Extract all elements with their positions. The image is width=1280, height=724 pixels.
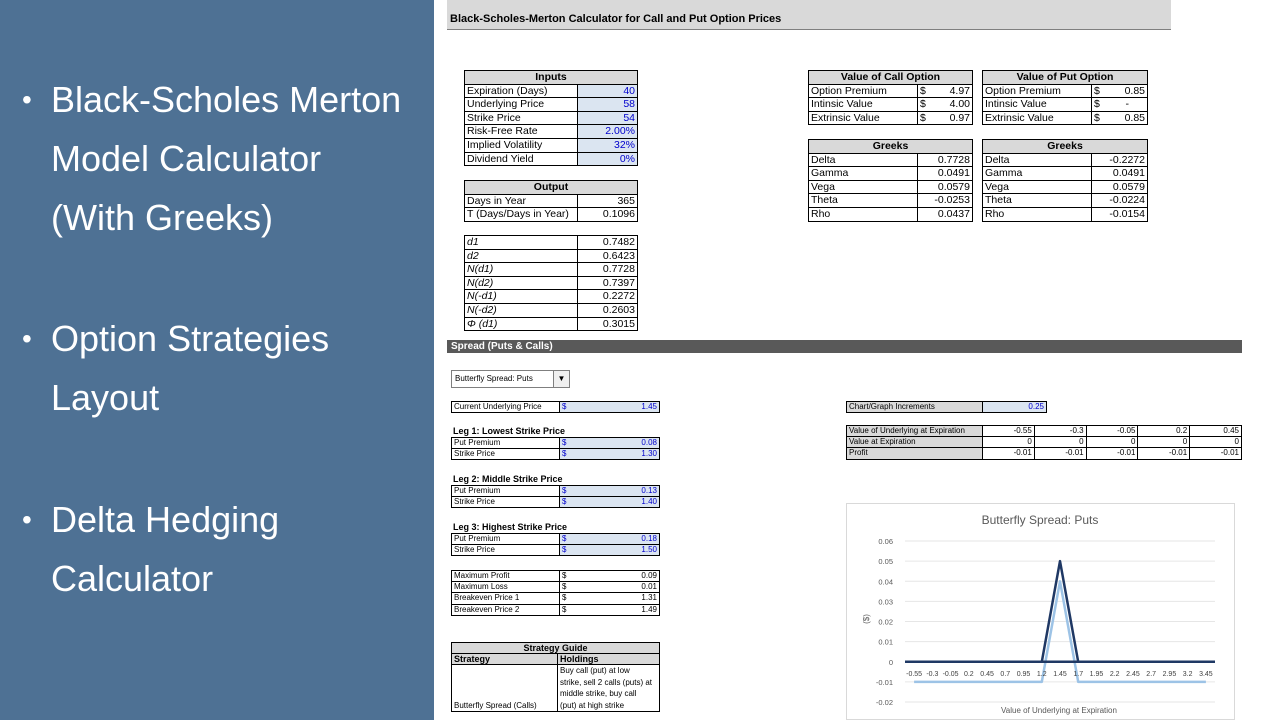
strategy-col-header: Strategy <box>452 654 558 665</box>
put-label: Extrinsic Value <box>983 111 1092 125</box>
table-row-label: Profit <box>847 448 983 459</box>
holdings-line: Buy call (put) at low <box>560 666 630 676</box>
increments-field[interactable]: 0.25 <box>983 402 1047 413</box>
y-tick-label: 0.01 <box>878 637 893 647</box>
leg-label: Put Premium <box>452 534 560 545</box>
call-label: Intinsic Value <box>809 98 918 112</box>
currency-sign: $ <box>918 98 933 112</box>
currency-sign: $ <box>560 582 575 593</box>
x-tick-label: 1.95 <box>1089 670 1104 678</box>
greek-value: 0.0491 <box>1092 167 1148 181</box>
current-price-table <box>451 401 660 413</box>
leg3-title: Leg 3: Highest Strike Price <box>453 522 568 532</box>
holdings-line: (put) at high strike <box>560 700 625 710</box>
call-label: Option Premium <box>809 84 918 98</box>
leg3-premium-field[interactable]: 0.18 <box>574 534 660 545</box>
input-label: Underlying Price <box>465 98 578 112</box>
output-value: 0.1096 <box>578 208 638 222</box>
currency-sign: $ <box>918 111 933 125</box>
leg1-premium-field[interactable]: 0.08 <box>574 438 660 449</box>
strategy-guide-header: Strategy Guide <box>452 643 660 654</box>
y-tick-label: -0.02 <box>875 698 893 707</box>
put-greeks-header: Greeks <box>983 140 1148 154</box>
calc-label: N(d2) <box>465 276 578 290</box>
table-row-label: Value of Underlying at Expiration <box>847 426 983 437</box>
put-value: 0.85 <box>1106 111 1148 125</box>
bullet-text: (With Greeks) <box>51 197 274 238</box>
calc-value: 0.7397 <box>578 276 638 290</box>
call-value: 4.97 <box>932 84 973 98</box>
calc-label: Φ (d1) <box>465 317 578 331</box>
increments-label: Chart/Graph Increments <box>847 402 983 413</box>
holdings-col-header: Holdings <box>558 654 660 665</box>
input-label: Risk-Free Rate <box>465 125 578 139</box>
calc-table <box>464 235 638 331</box>
table-cell: -0.05 <box>1086 426 1138 437</box>
currency-sign: $ <box>918 84 933 98</box>
table-cell: -0.01 <box>983 448 1035 459</box>
summary-value: 0.01 <box>574 582 660 593</box>
summary-value: 0.09 <box>574 571 660 582</box>
leg-label: Strike Price <box>452 449 560 460</box>
y-tick-label: 0.03 <box>878 597 893 607</box>
output-label: Days in Year <box>465 194 578 208</box>
x-tick-label: -0.55 <box>906 670 923 678</box>
call-value-header: Value of Call Option <box>809 71 973 85</box>
greek-label: Rho <box>983 207 1092 221</box>
greek-label: Vega <box>809 180 918 194</box>
leg1-strike-field[interactable]: 1.30 <box>574 449 660 460</box>
leg2-title: Leg 2: Middle Strike Price <box>453 474 563 484</box>
bullet-text: Model Calculator <box>51 138 322 179</box>
put-value-header: Value of Put Option <box>983 71 1148 85</box>
input-label: Dividend Yield <box>465 152 578 166</box>
holdings-line: strike, sell 2 calls (puts) at <box>560 677 653 687</box>
inputs-table <box>464 70 638 166</box>
call-value: 0.97 <box>932 111 973 125</box>
increments-table <box>846 401 1047 413</box>
bullet-text: Calculator <box>51 558 214 599</box>
x-tick-label: 0.45 <box>980 670 994 678</box>
calc-value: 0.2272 <box>578 290 638 304</box>
x-tick-label: 1.2 <box>1036 670 1047 678</box>
x-tick-label: 2.7 <box>1146 670 1157 678</box>
call-value-table <box>808 70 973 125</box>
greek-label: Theta <box>983 194 1092 208</box>
summary-label: Maximum Loss <box>452 582 560 593</box>
input-label: Expiration (Days) <box>465 84 578 98</box>
table-cell: 0.2 <box>1138 426 1190 437</box>
leg3-strike-field[interactable]: 1.50 <box>574 545 660 556</box>
chart-area <box>846 503 1235 720</box>
holdings-line: middle strike, buy call <box>560 689 637 699</box>
greek-label: Gamma <box>809 167 918 181</box>
table-cell: -0.01 <box>1086 448 1138 459</box>
greek-label: Vega <box>983 180 1092 194</box>
calc-label: d2 <box>465 249 578 263</box>
bullet-dot: • <box>22 84 32 115</box>
summary-label: Breakeven Price 1 <box>452 593 560 604</box>
greek-value: 0.0491 <box>918 167 973 181</box>
calc-label: N(-d2) <box>465 303 578 317</box>
currency-sign: $ <box>560 402 575 413</box>
x-tick-label: 3.2 <box>1182 670 1193 678</box>
butterfly-chart <box>847 504 1234 719</box>
x-tick-label: 0.95 <box>1016 670 1031 678</box>
call-label: Extrinsic Value <box>809 111 918 125</box>
call-value: 4.00 <box>932 98 973 112</box>
leg1-title: Leg 1: Lowest Strike Price <box>453 426 566 436</box>
input-label: Implied Volatility <box>465 138 578 152</box>
table-cell: 0 <box>1190 437 1242 448</box>
inputs-header: Inputs <box>465 71 638 85</box>
x-tick-label: 2.95 <box>1162 670 1177 678</box>
calc-value: 0.2603 <box>578 303 638 317</box>
call-greeks-header: Greeks <box>809 140 973 154</box>
y-tick-label: 0.05 <box>878 557 893 567</box>
output-table <box>464 180 638 222</box>
x-tick-label: 1.45 <box>1053 670 1067 678</box>
greek-label: Delta <box>983 153 1092 167</box>
leg-label: Strike Price <box>452 497 560 508</box>
call-greeks-table <box>808 139 973 222</box>
currency-sign: $ <box>560 534 575 545</box>
calc-label: d1 <box>465 236 578 250</box>
greek-value: -0.0253 <box>918 194 973 208</box>
y-tick-label: 0.04 <box>878 577 893 587</box>
calc-value: 0.7728 <box>578 263 638 277</box>
currency-sign: $ <box>1092 84 1107 98</box>
underlying-price-field[interactable]: 58 <box>578 98 638 112</box>
bullet-dot: • <box>22 504 32 535</box>
greek-value: -0.2272 <box>1092 153 1148 167</box>
strike-price-field[interactable]: 54 <box>578 111 638 125</box>
table-row-label: Value at Expiration <box>847 437 983 448</box>
x-tick-label: 2.45 <box>1126 670 1140 678</box>
bullet-text: Layout <box>51 377 160 418</box>
strategy-guide-table <box>451 642 660 712</box>
sheet-title: Black-Scholes-Merton Calculator for Call and Put Option Prices <box>450 13 782 25</box>
currency-sign: $ <box>560 486 575 497</box>
put-value: - <box>1106 98 1148 112</box>
x-tick-label: 2.2 <box>1109 670 1120 678</box>
y-tick-label: 0.02 <box>878 617 893 627</box>
greek-label: Rho <box>809 207 918 221</box>
currency-sign: $ <box>560 438 575 449</box>
greek-label: Theta <box>809 194 918 208</box>
x-tick-label: -0.05 <box>942 670 959 678</box>
dividend-yield-field[interactable]: 0% <box>578 152 638 166</box>
x-tick-label: 0.7 <box>1000 670 1011 678</box>
spread-section-bar <box>447 340 1242 353</box>
table-cell: 0 <box>983 437 1035 448</box>
calc-value: 0.6423 <box>578 249 638 263</box>
sheet-title-bar <box>447 0 1171 30</box>
leg1-table <box>451 437 660 460</box>
leg2-strike-field[interactable]: 1.40 <box>574 497 660 508</box>
y-tick-label: -0.01 <box>875 677 893 687</box>
greek-value: 0.0579 <box>918 180 973 194</box>
x-tick-label: -0.3 <box>926 670 939 678</box>
series-line-value-at-expiration <box>914 561 1206 662</box>
currency-sign: $ <box>560 604 575 615</box>
implied-volatility-field[interactable]: 32% <box>578 138 638 152</box>
y-tick-label: 0.06 <box>878 537 893 546</box>
greek-value: 0.0437 <box>918 207 973 221</box>
calc-label: N(-d1) <box>465 290 578 304</box>
currency-sign: $ <box>1092 98 1107 112</box>
current-price-field[interactable]: 1.45 <box>574 402 660 413</box>
summary-label: Maximum Profit <box>452 571 560 582</box>
leg2-premium-field[interactable]: 0.13 <box>574 486 660 497</box>
put-value: 0.85 <box>1106 84 1148 98</box>
input-label: Strike Price <box>465 111 578 125</box>
leg-label: Put Premium <box>452 486 560 497</box>
summary-value: 1.31 <box>574 593 660 604</box>
table-cell: 0 <box>1138 437 1190 448</box>
summary-label: Breakeven Price 2 <box>452 604 560 615</box>
put-greeks-table <box>982 139 1148 222</box>
y-tick-label: 0 <box>888 657 893 667</box>
spread-section-title: Spread (Puts & Calls) <box>451 341 553 352</box>
leg-label: Put Premium <box>452 438 560 449</box>
expiration-table <box>846 425 1242 460</box>
table-cell: 0.45 <box>1190 426 1242 437</box>
currency-sign: $ <box>560 571 575 582</box>
currency-sign: $ <box>560 449 575 460</box>
series-line-profit <box>914 581 1206 682</box>
slide-bullet-panel <box>0 0 434 720</box>
strategy-name: Butterfly Spread (Calls) <box>452 665 558 712</box>
chart-xlabel: Value of Underlying at Expiration <box>1001 706 1117 715</box>
chart-title: Butterfly Spread: Puts <box>981 513 1099 527</box>
put-label: Option Premium <box>983 84 1092 98</box>
currency-sign: $ <box>1092 111 1107 125</box>
put-value-table <box>982 70 1148 125</box>
put-label: Intinsic Value <box>983 98 1092 112</box>
expiration-days-field[interactable]: 40 <box>578 84 638 98</box>
chart-ylabel: ($) <box>862 614 871 624</box>
table-cell: 0 <box>1034 437 1086 448</box>
chevron-down-icon[interactable]: ▼ <box>553 371 569 387</box>
currency-sign: $ <box>560 497 575 508</box>
bullet-text: Option Strategies <box>51 318 330 359</box>
risk-free-rate-field[interactable]: 2.00% <box>578 125 638 139</box>
output-label: T (Days/Days in Year) <box>465 208 578 222</box>
leg2-table <box>451 485 660 508</box>
summary-value: 1.49 <box>574 604 660 615</box>
greek-label: Delta <box>809 153 918 167</box>
strategy-dropdown[interactable] <box>451 370 570 388</box>
currency-sign: $ <box>560 545 575 556</box>
greek-value: -0.0154 <box>1092 207 1148 221</box>
table-cell: -0.01 <box>1138 448 1190 459</box>
current-price-label: Current Underlying Price <box>452 402 560 413</box>
output-header: Output <box>465 181 638 195</box>
calc-value: 0.3015 <box>578 317 638 331</box>
calc-label: N(d1) <box>465 263 578 277</box>
greek-value: 0.0579 <box>1092 180 1148 194</box>
greek-label: Gamma <box>983 167 1092 181</box>
bullet-text: Black-Scholes Merton <box>51 79 402 120</box>
calc-value: 0.7482 <box>578 236 638 250</box>
table-cell: -0.01 <box>1034 448 1086 459</box>
table-cell: -0.3 <box>1034 426 1086 437</box>
x-tick-label: 1.7 <box>1073 670 1084 678</box>
output-value: 365 <box>578 194 638 208</box>
table-cell: -0.55 <box>983 426 1035 437</box>
x-tick-label: 3.45 <box>1199 670 1213 678</box>
leg-label: Strike Price <box>452 545 560 556</box>
greek-value: 0.7728 <box>918 153 973 167</box>
leg3-table <box>451 533 660 556</box>
table-cell: 0 <box>1086 437 1138 448</box>
holdings-text <box>558 665 660 712</box>
strategy-dropdown-value: Butterfly Spread: Puts <box>455 374 533 383</box>
bullet-dot: • <box>22 323 32 354</box>
greek-value: -0.0224 <box>1092 194 1148 208</box>
table-cell: -0.01 <box>1190 448 1242 459</box>
currency-sign: $ <box>560 593 575 604</box>
summary-table <box>451 570 660 616</box>
x-tick-label: 0.2 <box>963 670 974 678</box>
bullet-text: Delta Hedging <box>51 499 280 540</box>
